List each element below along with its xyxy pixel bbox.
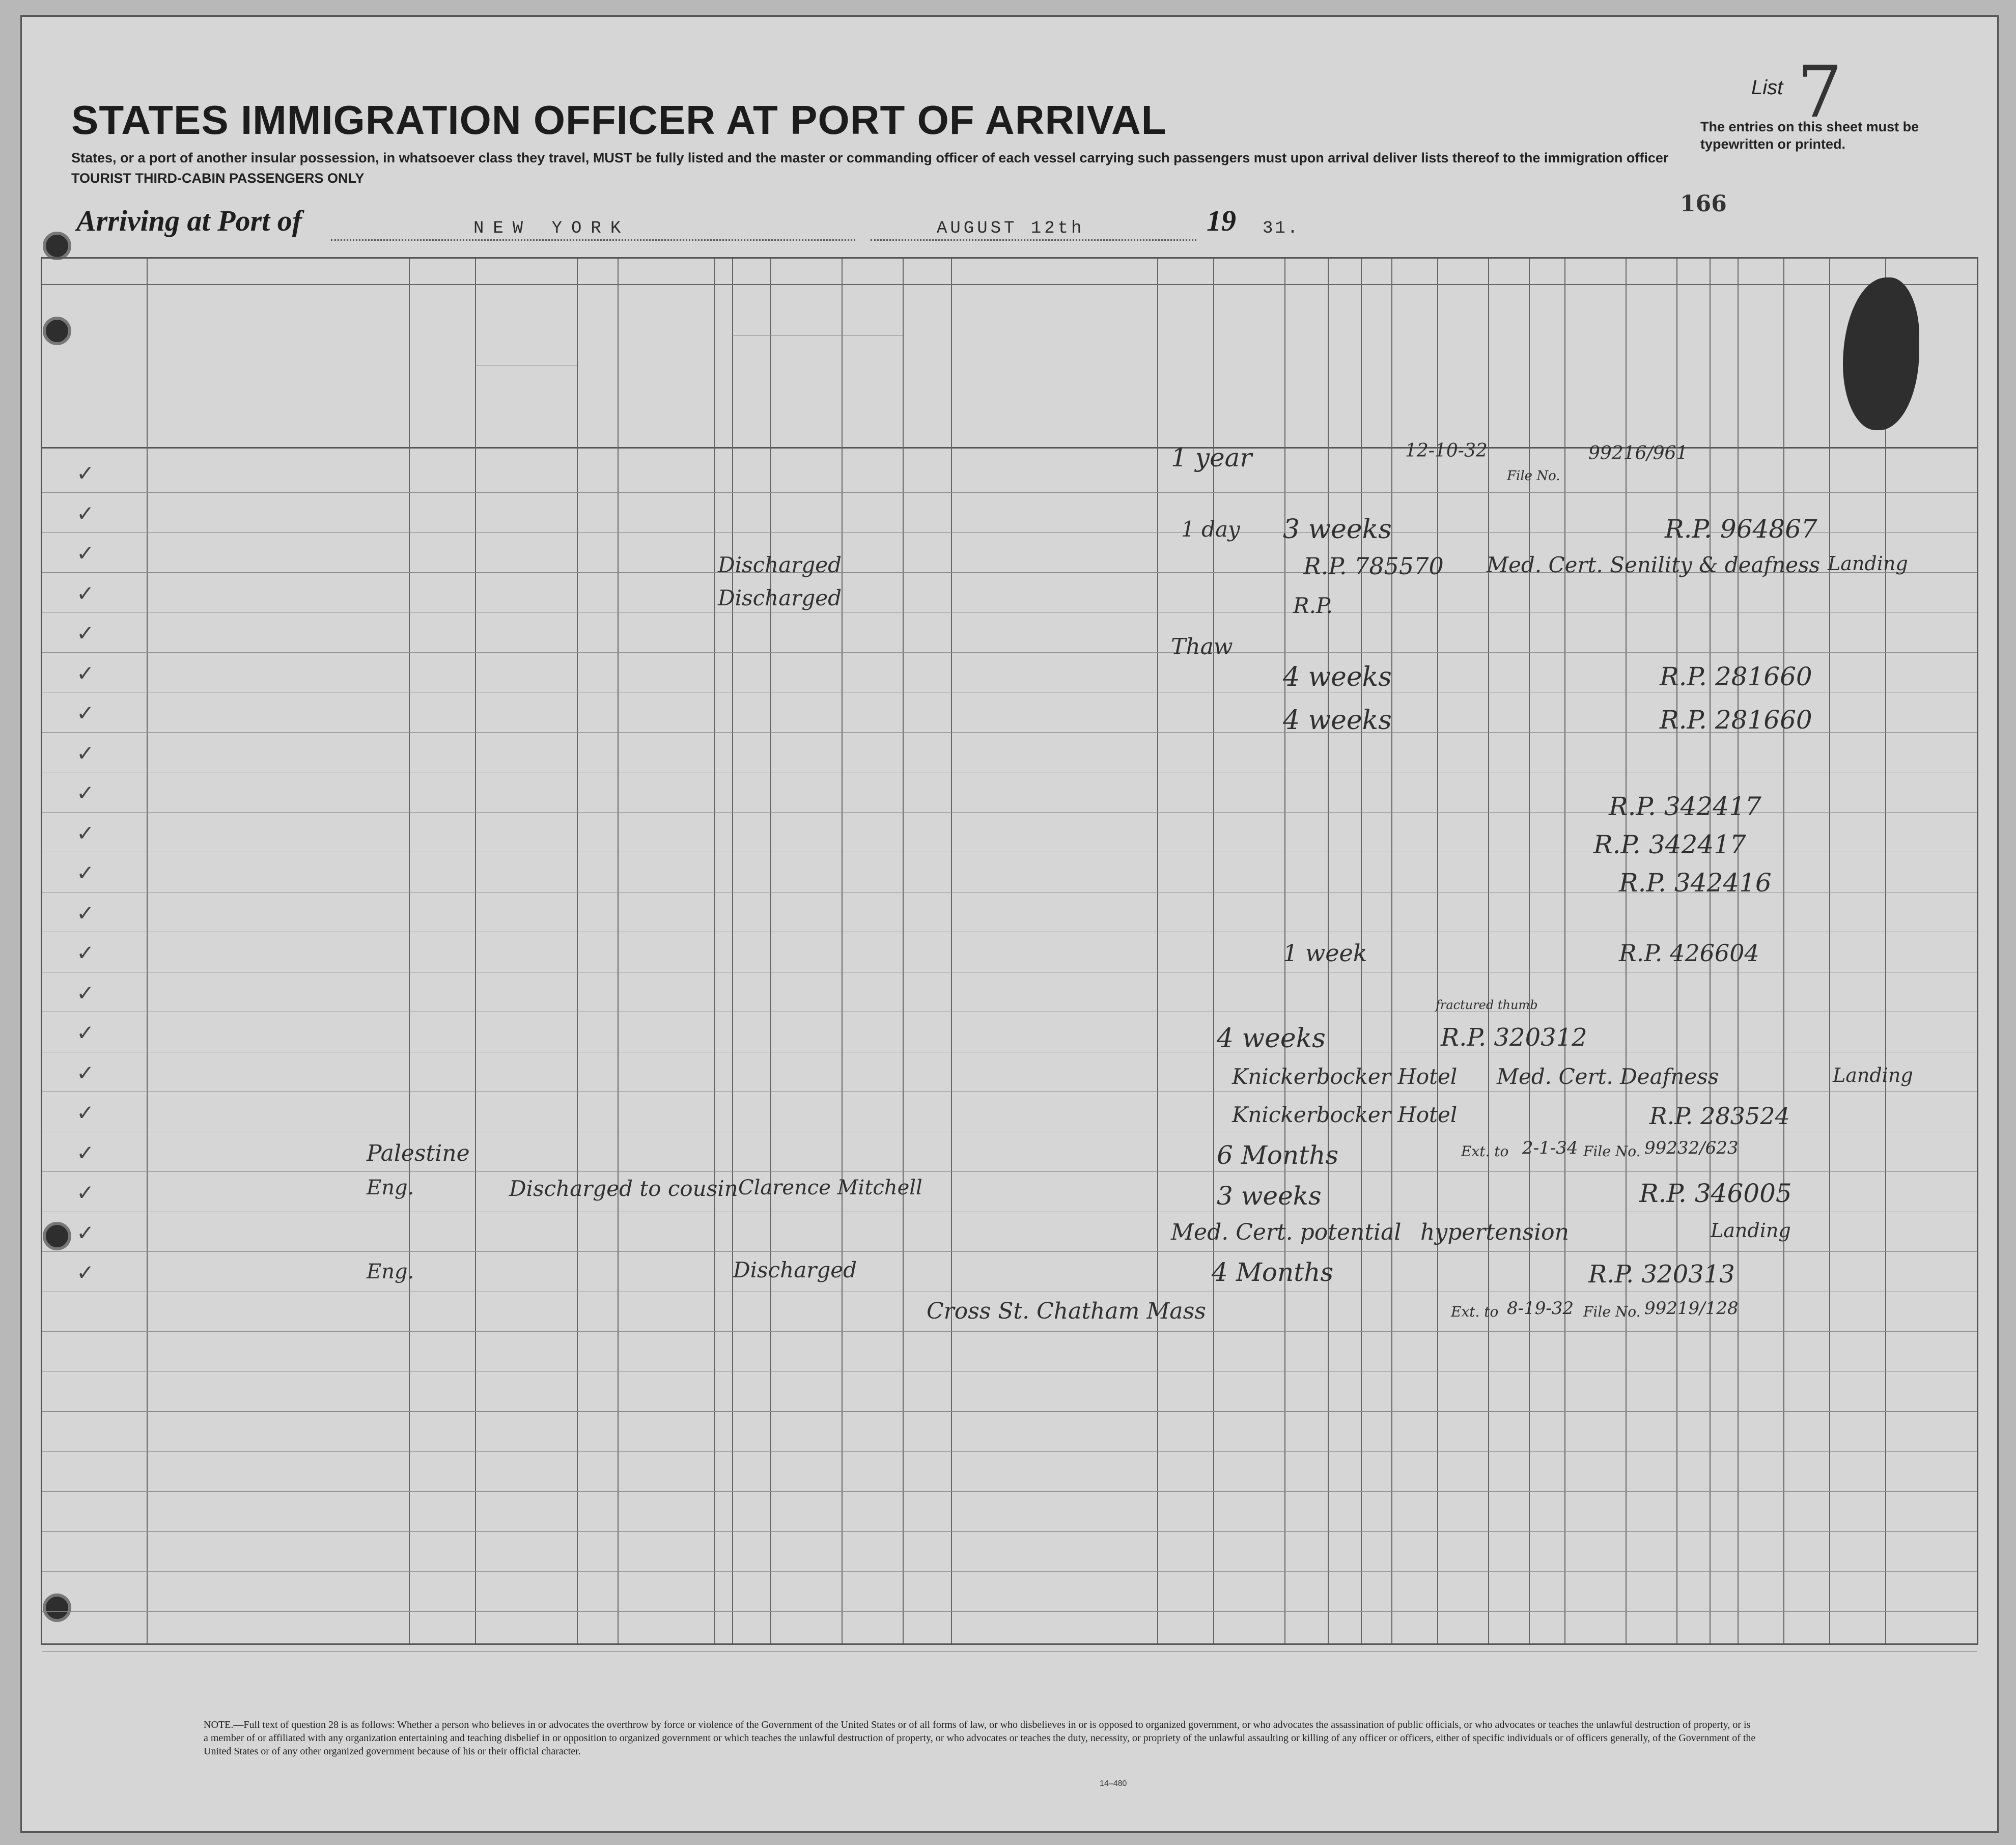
handwritten-note: Knickerbocker Hotel	[1232, 1102, 1458, 1127]
handwritten-note: R.P. 320313	[1588, 1260, 1735, 1289]
check-mark-icon: ✓	[76, 1180, 95, 1205]
handwritten-note: R.P. 964867	[1665, 514, 1817, 544]
year-prefix: 19	[1207, 204, 1236, 237]
punch-hole	[43, 232, 71, 260]
check-mark-icon: ✓	[76, 780, 95, 805]
handwritten-note: 99232/623	[1644, 1138, 1739, 1158]
handwritten-note: 4 weeks	[1283, 662, 1392, 692]
page-title: STATES IMMIGRATION OFFICER AT PORT OF ARRIVAL	[71, 97, 1167, 143]
handwritten-note: Thaw	[1171, 634, 1233, 660]
column-divider	[714, 259, 715, 1643]
column-divider	[1885, 259, 1886, 1643]
check-mark-icon: ✓	[76, 500, 95, 526]
handwritten-note: Eng.	[367, 1176, 414, 1199]
column-divider	[732, 259, 733, 1643]
column-divider	[147, 259, 148, 1643]
handwritten-note: R.P. 281660	[1660, 662, 1812, 691]
handwritten-note: hypertension	[1420, 1219, 1569, 1245]
row-divider	[42, 1171, 1977, 1172]
check-mark-icon: ✓	[76, 900, 95, 926]
column-divider	[903, 259, 904, 1643]
check-mark-icon: ✓	[76, 1260, 95, 1285]
column-divider	[1488, 259, 1489, 1643]
check-mark-icon: ✓	[76, 980, 95, 1005]
class-line: TOURIST THIRD-CABIN PASSENGERS ONLY	[71, 171, 365, 186]
column-divider	[1829, 259, 1830, 1643]
handwritten-note: 4 Months	[1212, 1257, 1334, 1287]
handwritten-note: File No.	[1583, 1143, 1641, 1160]
year-suffix: 31.	[1263, 219, 1300, 238]
handwritten-note: 1 week	[1283, 939, 1367, 967]
date-line	[871, 239, 1196, 241]
column-divider	[1437, 259, 1438, 1643]
row-divider	[42, 1571, 1977, 1572]
port-line	[331, 239, 855, 241]
handwritten-note: File No.	[1583, 1303, 1641, 1320]
column-divider	[1157, 259, 1158, 1643]
handwritten-note: R.P. 342417	[1593, 830, 1746, 859]
row-divider	[42, 1531, 1977, 1532]
row-divider	[42, 1451, 1977, 1452]
check-mark-icon: ✓	[76, 820, 95, 846]
handwritten-note: File No.	[1507, 468, 1560, 484]
subheader-divider	[732, 335, 903, 336]
row-divider	[42, 1411, 1977, 1412]
check-mark-icon: ✓	[76, 940, 95, 965]
column-divider	[1783, 259, 1784, 1643]
handwritten-note: Discharged to cousin	[509, 1176, 738, 1201]
check-mark-icon: ✓	[76, 1220, 95, 1245]
column-divider	[475, 259, 476, 1643]
handwritten-note: R.P. 785570	[1303, 552, 1444, 580]
handwritten-note: Discharged	[718, 552, 842, 577]
column-divider	[842, 259, 843, 1643]
typewritten-note: The entries on this sheet must be typewritten or printed.	[1700, 119, 1919, 152]
handwritten-note: 6 Months	[1217, 1140, 1339, 1170]
handwritten-note: 1 day	[1181, 517, 1240, 542]
handwritten-note: 8-19-32	[1507, 1298, 1574, 1319]
handwritten-note: R.P. 281660	[1660, 705, 1812, 735]
check-mark-icon: ✓	[76, 860, 95, 885]
column-divider	[409, 259, 410, 1643]
row-divider	[42, 1251, 1977, 1252]
list-label: List	[1751, 76, 1783, 99]
handwritten-note: Med. Cert. Senility & deafness	[1487, 552, 1821, 577]
handwritten-note: Med. Cert. potential	[1171, 1219, 1402, 1245]
handwritten-note: R.P. 283524	[1649, 1102, 1790, 1130]
check-mark-icon: ✓	[76, 1100, 95, 1125]
handwritten-note: Discharged	[718, 585, 842, 610]
check-mark-icon: ✓	[76, 541, 95, 566]
handwritten-note: 3 weeks	[1217, 1181, 1322, 1211]
handwritten-note: 4 weeks	[1283, 705, 1392, 736]
handwritten-note: Clarence Mitchell	[738, 1176, 922, 1199]
check-mark-icon: ✓	[76, 1020, 95, 1045]
list-number: 7	[1797, 51, 1843, 134]
arrival-date: AUGUST 12th	[937, 219, 1085, 238]
column-divider	[1564, 259, 1565, 1643]
question-28-note: NOTE.—Full text of question 28 is as follows: Whether a person who believes in or advocates the overthrow by force or violence of the Government of the United States or of all forms of law, or who disbelieves in or is opposed to organized government, or who advocates the assassination of public officials, or who advocates or teaches the unlawful destruction of property, or is a member of or affiliated with any organization entertaining and teaching disbelief in or opposition to organized government or which teaches the unlawful destruction of property, or who advocates or teaches the duty, necessity, or propriety of the unlawful assaulting or killing of any officer or officers, either of specific individuals or of officers generally, of the Government of the United States or of any other organized government because of his or their official character.	[204, 1719, 1756, 1757]
row-divider	[42, 492, 1977, 493]
check-mark-icon: ✓	[76, 1060, 95, 1085]
column-divider	[951, 259, 952, 1643]
handwritten-note: Landing	[1828, 552, 1908, 575]
handwritten-note: 12-10-32	[1405, 440, 1488, 461]
handwritten-note: fractured thumb	[1436, 998, 1538, 1012]
handwritten-note: Landing	[1711, 1219, 1791, 1242]
handwritten-note: Knickerbocker Hotel	[1232, 1064, 1458, 1089]
handwritten-note: Landing	[1833, 1064, 1913, 1086]
handwritten-note: R.P. 426604	[1619, 939, 1759, 967]
handwritten-note: R.P. 346005	[1639, 1179, 1792, 1208]
check-mark-icon: ✓	[76, 1140, 95, 1165]
port-name: NEW YORK	[473, 219, 630, 238]
handwritten-note: 99219/128	[1644, 1298, 1739, 1319]
handwritten-note: R.P. 320312	[1441, 1023, 1587, 1052]
row-divider	[42, 1611, 1977, 1612]
arriving-label: Arriving at Port of	[76, 204, 302, 237]
column-divider	[1391, 259, 1392, 1643]
column-divider	[1529, 259, 1530, 1643]
header-divider	[42, 284, 1977, 285]
handwritten-note: Eng.	[367, 1260, 414, 1283]
check-mark-icon: ✓	[76, 660, 95, 686]
row-divider	[42, 652, 1977, 653]
handwritten-note: Palestine	[367, 1140, 470, 1166]
handwritten-note: Med. Cert. Deafness	[1497, 1064, 1719, 1089]
column-divider	[618, 259, 619, 1643]
handwritten-note: R.P. 342417	[1609, 792, 1761, 821]
check-mark-icon: ✓	[76, 580, 95, 606]
check-mark-icon: ✓	[76, 740, 95, 766]
handwritten-note: 99216/961	[1588, 443, 1688, 464]
handwritten-note: Ext. to	[1461, 1143, 1509, 1160]
form-number: 14–480	[1100, 1779, 1127, 1788]
handwritten-note: Cross St. Chatham Mass	[927, 1298, 1206, 1324]
check-mark-icon: ✓	[76, 701, 95, 725]
handwritten-note: 1 year	[1171, 443, 1252, 472]
handwritten-note: R.P. 342416	[1619, 868, 1772, 898]
handwritten-note: Ext. to	[1451, 1303, 1499, 1320]
row-divider	[42, 1491, 1977, 1492]
handwritten-note: 2-1-34	[1522, 1138, 1578, 1158]
sheet-number: 166	[1680, 191, 1727, 217]
handwritten-note: R.P.	[1293, 593, 1333, 618]
check-mark-icon: ✓	[76, 621, 95, 646]
handwritten-note: Discharged	[733, 1257, 857, 1282]
check-mark-icon: ✓	[76, 461, 95, 486]
subtitle: States, or a port of another insular possession, in whatsoever class they travel, MUST be fully listed and the master or commanding officer of each vessel carrying such passengers must upon arrival deliver lists thereof to the immigration officer	[71, 150, 1669, 165]
column-divider	[770, 259, 771, 1643]
column-divider	[577, 259, 578, 1643]
handwritten-note: 3 weeks	[1283, 514, 1392, 545]
row-divider	[42, 1651, 1977, 1652]
row-divider	[42, 1331, 1977, 1332]
handwritten-note: 4 weeks	[1217, 1023, 1326, 1054]
